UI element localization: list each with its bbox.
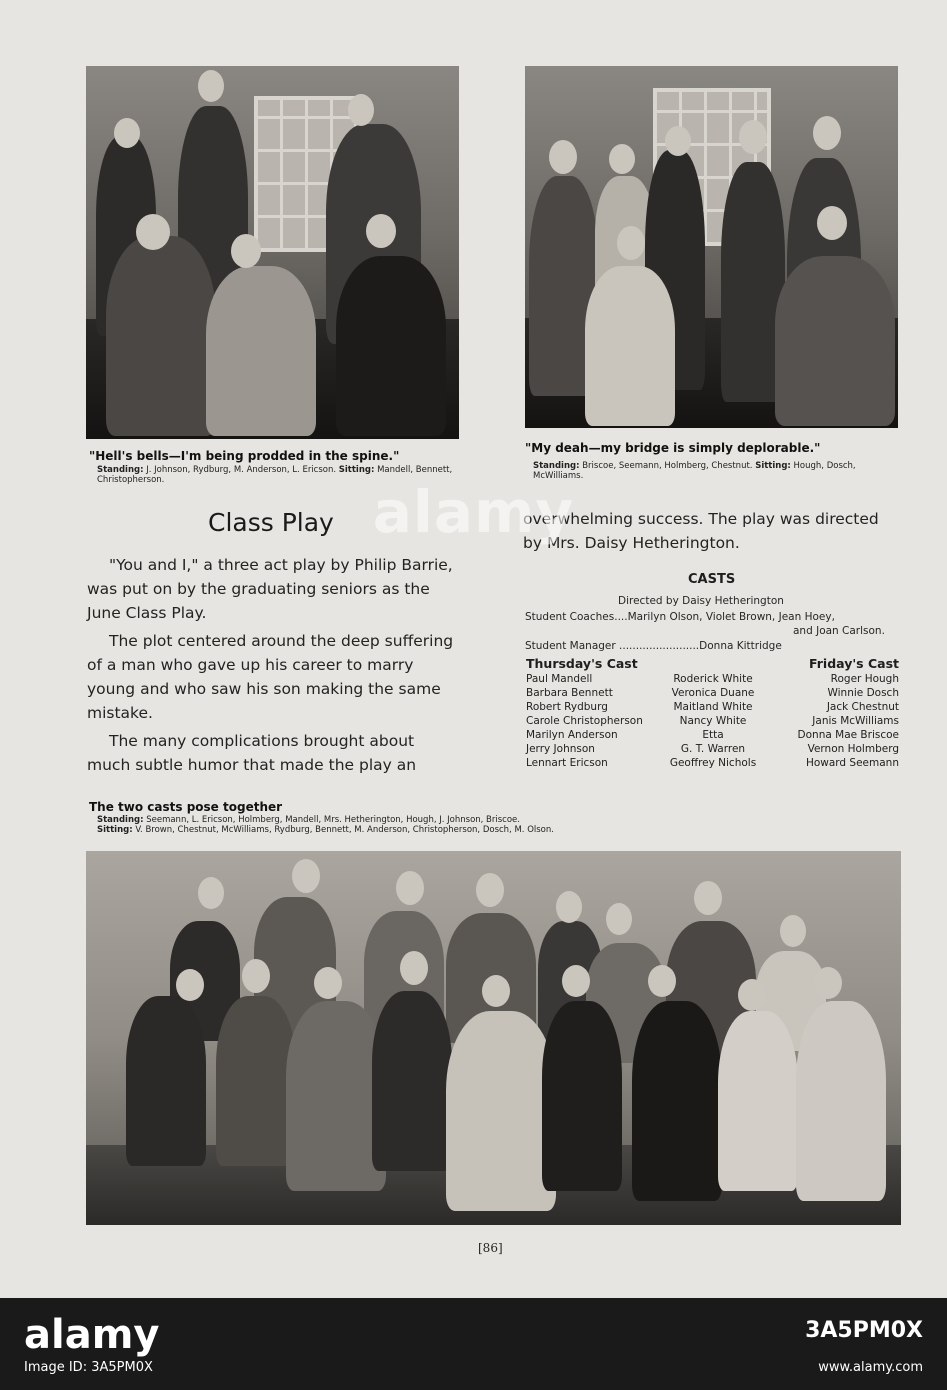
friday-cast-title: Friday's Cast — [809, 656, 899, 671]
student-manager: Student Manager ........................Donna Kittridge — [525, 640, 782, 652]
article-body — [87, 553, 462, 781]
cast-member: Winnie Dosch — [827, 687, 899, 699]
cast-member: Carole Christopherson — [526, 715, 643, 727]
cast-member: Robert Rydburg — [526, 701, 608, 713]
student-coaches-cont: and Joan Carlson. — [793, 625, 885, 637]
thursday-cast-title: Thursday's Cast — [526, 656, 638, 671]
cast-member: Janis McWilliams — [812, 715, 899, 727]
paragraph: "You and I," a three act play by Philip Barrie, was put on by the graduating seniors as the June Class Play. — [87, 556, 453, 622]
cast-member: Barbara Bennett — [526, 687, 613, 699]
role: Geoffrey Nichols — [669, 757, 757, 769]
cast-member: Roger Hough — [830, 673, 899, 685]
cast-member: Lennart Ericson — [526, 757, 608, 769]
group-photo — [86, 851, 901, 1225]
alamy-logo: alamy — [24, 1312, 160, 1358]
stage-photo-left — [86, 66, 459, 439]
paragraph: The many complications brought about much subtle humor that made the play an — [87, 732, 417, 774]
role: Nancy White — [679, 715, 747, 727]
footer-url[interactable]: www.alamy.com — [818, 1360, 923, 1375]
group-caption-title: The two casts pose together — [89, 800, 283, 814]
photo1-caption-title: "Hell's bells—I'm being prodded in the spine." — [89, 449, 400, 463]
cast-member: Howard Seemann — [805, 757, 899, 769]
student-coaches: Student Coaches....Marilyn Olson, Violet Brown, Jean Hoey, — [525, 611, 835, 623]
group-caption-standing: Standing: Seemann, L. Ericson, Holmberg, Mandell, Mrs. Hetherington, Hough, J. Johnson, Briscoe. — [97, 815, 520, 825]
cast-member: Vernon Holmberg — [807, 743, 899, 755]
role: Roderick White — [673, 673, 753, 685]
group-caption-sitting: Sitting: V. Brown, Chestnut, McWilliams, Rydburg, Bennett, M. Anderson, Christopherson, Dosch, M. Olson. — [97, 825, 554, 835]
photo2-caption-body: Standing: Briscoe, Seemann, Holmberg, Chestnut. Sitting: Hough, Dosch, McWilliams. — [533, 461, 856, 481]
paragraph: The plot centered around the deep suffering of a man who gave up his career to marry young and who saw his son making the same mistake. — [87, 632, 454, 722]
cast-member: Jerry Johnson — [526, 743, 595, 755]
roles-column — [660, 672, 766, 770]
article-title: Class Play — [208, 508, 334, 537]
footer-image-id: 3A5PM0X — [805, 1318, 923, 1343]
page-number: [86] — [478, 1241, 503, 1255]
photo2-caption-title: "My deah—my bridge is simply deplorable." — [525, 441, 821, 455]
watermark: alamy — [372, 478, 575, 546]
footer-image-id-label: Image ID: 3A5PM0X — [24, 1360, 153, 1375]
casts-title: CASTS — [688, 572, 736, 587]
stage-photo-right — [525, 66, 898, 428]
cast-member: Jack Chestnut — [826, 701, 899, 713]
role: Veronica Duane — [671, 687, 755, 699]
article-continuation: overwhelming success. The play was directed by Mrs. Daisy Hetherington. — [523, 510, 879, 552]
thursday-cast-column — [526, 656, 643, 770]
role: G. T. Warren — [680, 743, 746, 755]
cast-member: Marilyn Anderson — [526, 729, 618, 741]
role: Maitland White — [673, 701, 753, 713]
directed-by: Directed by Daisy Hetherington — [618, 595, 784, 607]
friday-cast-column — [779, 656, 899, 770]
cast-member: Paul Mandell — [526, 673, 593, 685]
role: Etta — [702, 729, 724, 741]
photo1-caption-body: Standing: J. Johnson, Rydburg, M. Anderson, L. Ericson. Sitting: Mandell, Bennett, Christopherson. — [97, 465, 453, 485]
cast-member: Donna Mae Briscoe — [797, 729, 899, 741]
